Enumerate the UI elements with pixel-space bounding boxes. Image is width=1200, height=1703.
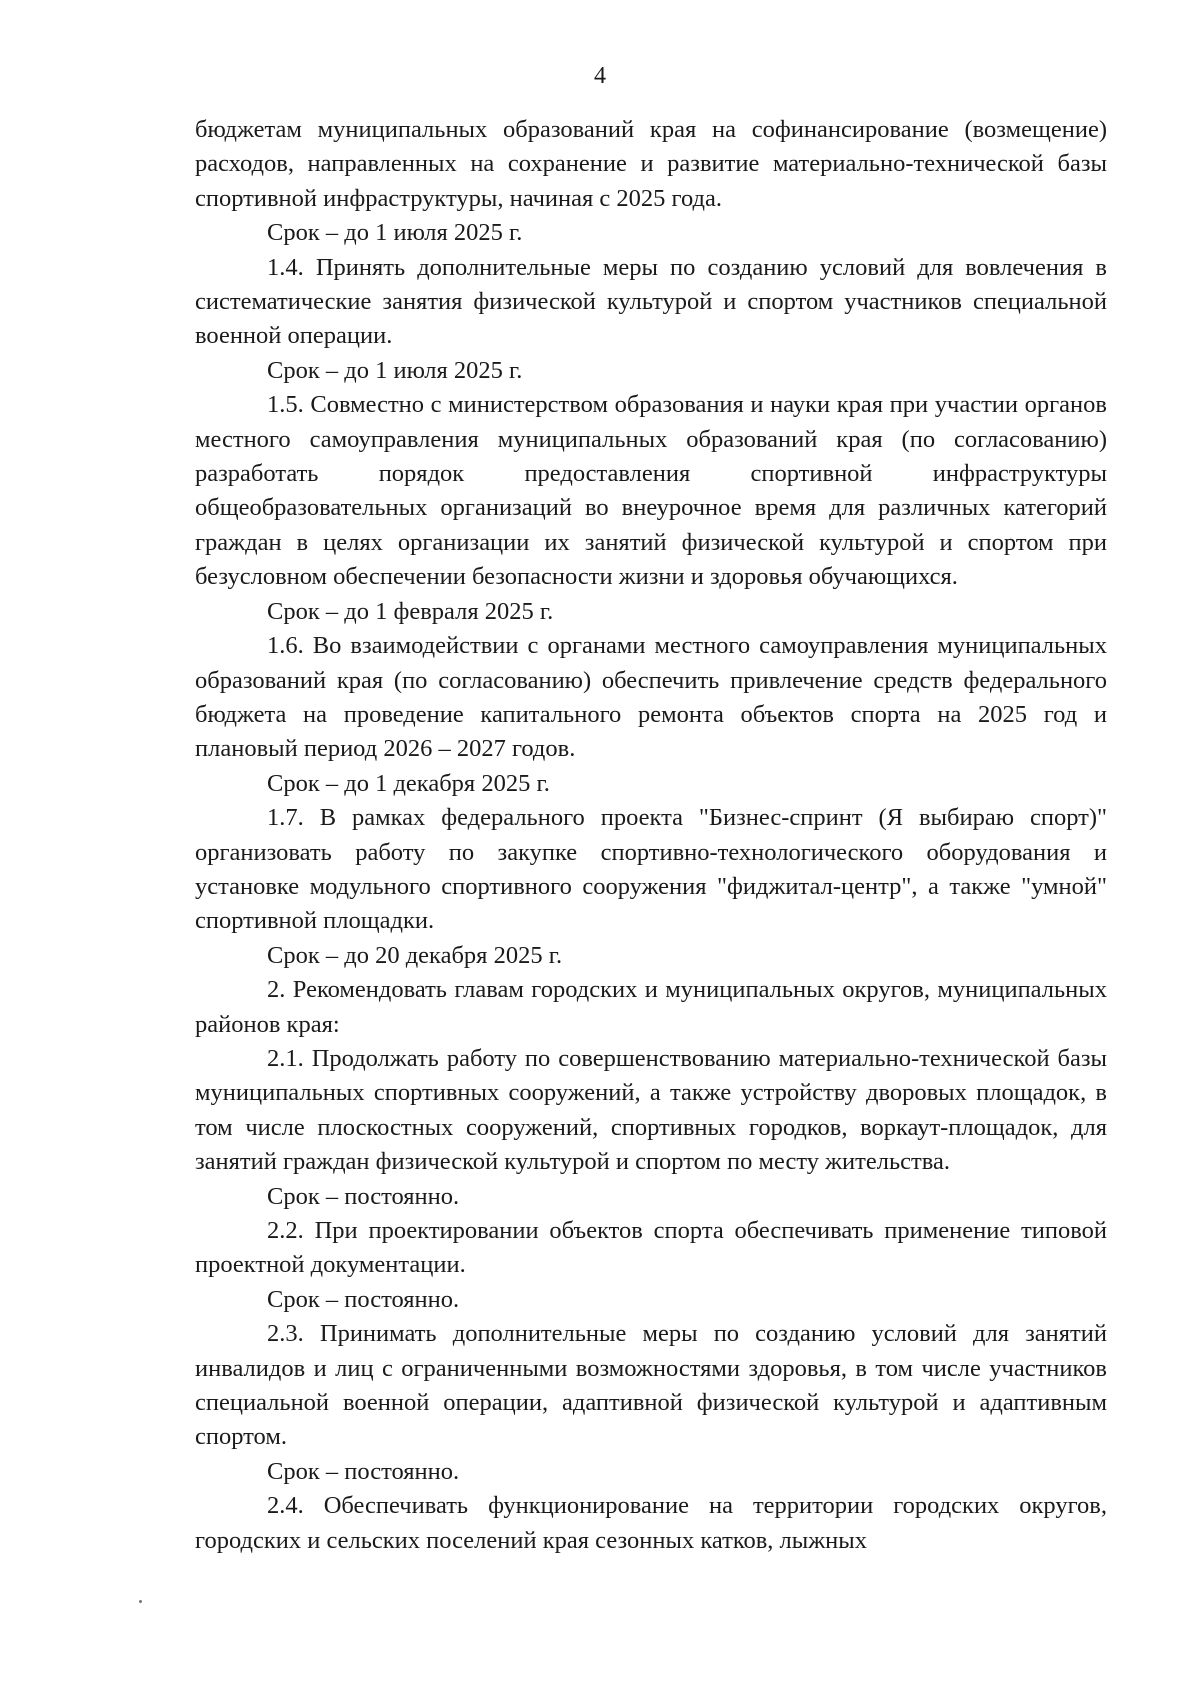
paragraph-2-3: 2.3. Принимать дополнительные меры по созданию условий для занятий инвалидов и лиц с ограниченными возможностями здоровья, в том числе участников специальной военной операции, адаптивной физической культурой и адаптивным спортом. <box>195 1320 1107 1451</box>
deadline-line: Срок – постоянно. <box>267 1285 460 1313</box>
paragraph-2-2: 2.2. При проектировании объектов спорта обеспечивать применение типовой проектной документации. <box>195 1217 1107 1279</box>
paragraph-continuation: бюджетам муниципальных образований края на софинансирование (возмещение) расходов, направленных на сохранение и развитие материально-технической базы спортивной инфраструктуры, начиная с 2025 года. <box>195 116 1107 212</box>
deadline-line: Срок – до 1 февраля 2025 г. <box>267 597 554 625</box>
deadline-line: Срок – до 1 июля 2025 г. <box>267 219 523 247</box>
document-body <box>195 113 1107 1558</box>
deadline-line: Срок – постоянно. <box>267 1457 460 1485</box>
scan-speck <box>139 1600 142 1603</box>
paragraph-2-4: 2.4. Обеспечивать функционирование на территории городских округов, городских и сельских поселений края сезонных катков, лыжных <box>195 1492 1107 1554</box>
paragraph-1-7: 1.7. В рамках федерального проекта "Бизнес-спринт (Я выбираю спорт)" организовать работу по закупке спортивно-технологического оборудования и установке модульного спортивного сооружения "фиджитал-центр", а также "умной" спортивной площадки. <box>195 804 1107 935</box>
paragraph-1-4: 1.4. Принять дополнительные меры по созданию условий для вовлечения в систематические занятия физической культурой и спортом участников специальной военной операции. <box>195 253 1107 350</box>
page-number: 4 <box>594 63 606 89</box>
paragraph-2-1: 2.1. Продолжать работу по совершенствованию материально-технической базы муниципальных спортивных сооружений, а также устройству дворовых площадок, в том числе плоскостных сооружений, спортивных городков, воркаут-площадок, для занятий граждан физической культурой и спортом по месту жительства. <box>195 1044 1107 1176</box>
deadline-line: Срок – постоянно. <box>267 1182 460 1210</box>
paragraph-1-5: 1.5. Совместно с министерством образования и науки края при участии органов местного самоуправления муниципальных образований края (по согласованию) разработать порядок предоставления спортивной инфраструктуры общеобразовательных организаций во внеурочное время для различных категорий граждан в целях организации их занятий физической культурой и спортом при безусловном обеспечении безопасности жизни и здоровья обучающихся. <box>195 391 1107 591</box>
paragraph-2: 2. Рекомендовать главам городских и муниципальных округов, муниципальных районов края: <box>195 976 1107 1038</box>
paragraph-1-6: 1.6. Во взаимодействии с органами местного самоуправления муниципальных образований края (по согласованию) обеспечить привлечение средств федерального бюджета на проведение капитального ремонта объектов спорта на 2025 год и плановый период 2026 – 2027 годов. <box>195 632 1107 763</box>
deadline-line: Срок – до 1 июля 2025 г. <box>267 356 523 384</box>
deadline-line: Срок – до 20 декабря 2025 г. <box>267 941 563 969</box>
deadline-line: Срок – до 1 декабря 2025 г. <box>267 769 550 797</box>
